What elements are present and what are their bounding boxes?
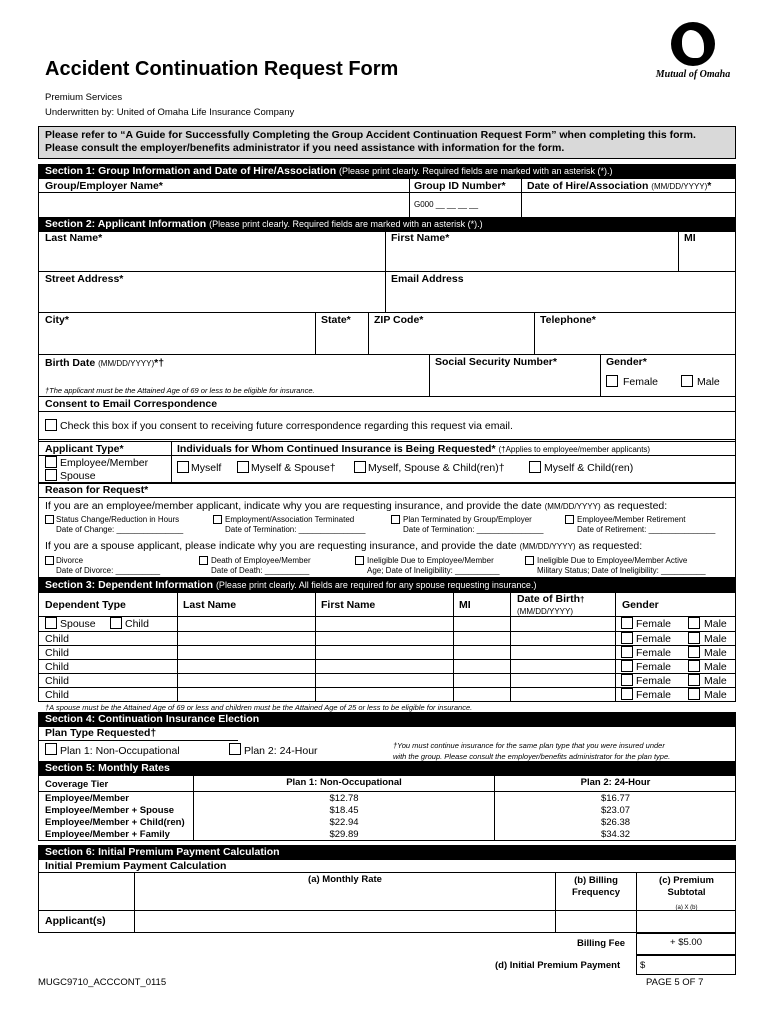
group-id-field[interactable]: G000 __ __ __ __ xyxy=(414,200,479,209)
applicant-male-checkbox[interactable] xyxy=(681,375,693,387)
dependent-male-checkbox[interactable] xyxy=(688,674,700,686)
death-date-field[interactable]: Date of Death: __________ xyxy=(211,566,310,575)
reason-death-label: Death of Employee/Member xyxy=(211,556,311,565)
ineligible-military-date-field[interactable]: Military Status; Date of Ineligibility: __________ xyxy=(537,566,706,575)
type-spouse-checkbox[interactable] xyxy=(45,469,57,481)
billing-frequency-header-2: Frequency xyxy=(571,887,621,898)
dependent-child-label: Child xyxy=(45,689,69,701)
dependent-child-label: Child xyxy=(45,633,69,645)
dependent-mi-header: MI xyxy=(459,599,471,611)
section-3-header: Section 3: Dependent Information (Please print clearly. All fields are required for any spouse requesting insurance.) xyxy=(38,578,736,592)
dependent-male-label: Male xyxy=(704,618,727,630)
dependent-female-label: Female xyxy=(636,689,672,701)
state-field[interactable] xyxy=(316,328,367,353)
date-hire-field[interactable] xyxy=(522,193,735,217)
mutual-of-omaha-logo: Mutual of Omaha xyxy=(652,22,734,84)
dependent-female-checkbox[interactable] xyxy=(621,674,633,686)
logo-emblem-icon xyxy=(671,22,715,66)
reason-employment-terminated-label: Employment/Association Terminated xyxy=(225,515,355,524)
applicant-male-label: Male xyxy=(697,376,720,388)
employee-reason-question: If you are an employee/member applicant, indicate why you are requesting insurance, and provide the date (MM/DD/YYYY) as requested: xyxy=(45,500,668,512)
plan-type-note-line2: with the group. Please consult the employer/benefits administrator for the plan type. xyxy=(393,752,671,761)
rate-plan-2: $26.38 xyxy=(600,817,631,828)
group-name-field[interactable] xyxy=(39,193,408,217)
individual-myself-children-checkbox[interactable] xyxy=(529,461,541,473)
dependent-age-note: †A spouse must be the Attained Age of 69 or less and children must be the Attained Age of 25 or less to be eligible for insurance. xyxy=(45,703,473,712)
first-name-label: First Name* xyxy=(391,232,450,244)
group-id-label: Group ID Number* xyxy=(414,180,506,192)
dependent-female-checkbox[interactable] xyxy=(621,617,633,629)
plan-type-note-line1: †You must continue insurance for the same plan type that you were insured under xyxy=(393,741,665,750)
state-label: State* xyxy=(321,314,351,326)
dependent-first-name-field[interactable] xyxy=(316,646,452,659)
rate-plan-2: $16.77 xyxy=(600,793,631,804)
individuals-label: Individuals for Whom Continued Insurance is Being Requested* (†Applies to employee/member applicants) xyxy=(177,443,651,455)
individual-family-checkbox[interactable] xyxy=(354,461,366,473)
dependent-type-header: Dependent Type xyxy=(45,599,126,611)
plan-1-rate-header: Plan 1: Non-Occupational xyxy=(286,777,402,788)
dependent-male-checkbox[interactable] xyxy=(688,660,700,672)
dependent-female-label: Female xyxy=(636,633,672,645)
applicants-label: Applicant(s) xyxy=(45,915,106,927)
dependent-mi-field[interactable] xyxy=(454,632,509,645)
dependent-last-name-field[interactable] xyxy=(178,688,314,701)
rate-plan-1: $29.89 xyxy=(329,829,359,840)
birth-date-field[interactable] xyxy=(39,369,428,383)
coverage-tier-header: Coverage Tier xyxy=(45,779,109,790)
birth-date-label: Birth Date (MM/DD/YYYY)*† xyxy=(45,357,165,369)
form-title: Accident Continuation Request Form xyxy=(45,58,399,80)
dependent-first-name-field[interactable] xyxy=(316,674,452,687)
first-name-field[interactable] xyxy=(386,246,677,270)
dependent-dob-field[interactable] xyxy=(511,646,614,659)
zip-field[interactable] xyxy=(369,328,533,353)
individual-myself-checkbox[interactable] xyxy=(177,461,189,473)
ineligible-age-date-field[interactable]: Age; Date of Ineligibility: __________ xyxy=(367,566,500,575)
section-2-header: Section 2: Applicant Information (Please print clearly. Required fields are marked with an asterisk (*).) xyxy=(38,217,736,231)
applicant-age-note: †The applicant must be the Attained Age of 69 or less to be eligible for insurance. xyxy=(45,386,315,395)
initial-payment-label: (d) Initial Premium Payment xyxy=(495,960,621,971)
rate-plan-1: $22.94 xyxy=(329,817,359,828)
section-4-header: Section 4: Continuation Insurance Election xyxy=(38,712,736,726)
mi-field[interactable] xyxy=(679,246,735,270)
reason-employment-terminated-checkbox[interactable] xyxy=(213,515,222,524)
dependent-male-label: Male xyxy=(704,647,727,659)
section-5-header: Section 5: Monthly Rates xyxy=(38,761,736,775)
plan-1-label: Plan 1: Non-Occupational xyxy=(60,745,180,757)
dependent-female-checkbox[interactable] xyxy=(621,646,633,658)
form-code: MUGC9710_ACCCONT_0115 xyxy=(38,977,167,988)
reason-retirement-checkbox[interactable] xyxy=(565,515,574,524)
telephone-field[interactable] xyxy=(535,328,735,353)
reason-divorce-checkbox[interactable] xyxy=(45,556,54,565)
dependent-spouse-checkbox[interactable] xyxy=(45,617,57,629)
billing-fee-label: Billing Fee xyxy=(577,938,626,949)
type-spouse-label: Spouse xyxy=(60,470,96,482)
spouse-reason-question: If you are a spouse applicant, please indicate why you are requesting insurance, and provide the date (MM/DD/YYYY) as requested: xyxy=(45,540,643,552)
dependent-male-label: Male xyxy=(704,633,727,645)
zip-label: ZIP Code* xyxy=(374,314,424,326)
last-name-field[interactable] xyxy=(39,246,384,270)
city-label: City* xyxy=(45,314,69,326)
dependent-male-checkbox[interactable] xyxy=(688,688,700,700)
plan-2-label: Plan 2: 24-Hour xyxy=(244,745,318,757)
guide-notice: Please refer to “A Guide for Successfully Completing the Group Accident Continuation Request Form” when completing this form. Please consult the employer/benefits administrator if you need assistance with information for the form. xyxy=(38,126,736,159)
dependent-male-checkbox[interactable] xyxy=(688,646,700,658)
individual-family-label: Myself, Spouse & Child(ren)† xyxy=(368,462,505,474)
city-field[interactable] xyxy=(39,328,314,353)
applicant-type-label: Applicant Type* xyxy=(45,443,124,455)
premium-formula: (a) X (b) xyxy=(675,905,698,911)
rate-plan-2: $23.07 xyxy=(600,805,631,816)
dependent-dob-field[interactable] xyxy=(511,660,614,673)
dependent-dob-field[interactable] xyxy=(511,617,614,630)
dependent-last-name-header: Last Name xyxy=(183,599,237,611)
rate-plan-1: $18.45 xyxy=(329,805,359,816)
reason-status-change-label: Status Change/Reduction in Hours xyxy=(56,515,180,524)
dependent-child-label: Child xyxy=(45,647,69,659)
reason-retirement-label: Employee/Member Retirement xyxy=(577,515,686,524)
divorce-date-field[interactable]: Date of Divorce: __________ xyxy=(56,566,161,575)
page-number: PAGE 5 OF 7 xyxy=(646,977,704,988)
email-consent-checkbox[interactable] xyxy=(45,419,57,431)
gender-label: Gender* xyxy=(606,356,647,368)
telephone-label: Telephone* xyxy=(540,314,596,326)
date-hire-label: Date of Hire/Association (MM/DD/YYYY)* xyxy=(527,180,712,192)
employment-termination-date-field[interactable]: Date of Termination: _______________ xyxy=(225,525,366,534)
dependent-male-label: Male xyxy=(704,689,727,701)
dependent-first-name-field[interactable] xyxy=(316,617,452,630)
dependent-spouse-label: Spouse xyxy=(60,618,96,630)
dependent-last-name-field[interactable] xyxy=(178,660,314,673)
date-of-change-field[interactable]: Date of Change: _______________ xyxy=(56,525,184,534)
premium-subtotal-header-1: (c) Premium xyxy=(659,875,714,886)
street-address-label: Street Address* xyxy=(45,273,124,285)
dependent-dob-header: Date of Birth† xyxy=(517,593,585,605)
individual-myself-children-label: Myself & Child(ren) xyxy=(544,462,634,474)
billing-fee-value: + $5.00 xyxy=(670,937,702,948)
mi-label: MI xyxy=(684,232,696,244)
dependent-female-checkbox[interactable] xyxy=(621,632,633,644)
dependent-mi-field[interactable] xyxy=(454,617,509,630)
dependent-mi-field[interactable] xyxy=(454,660,509,673)
reason-ineligible-military-label: Ineligible Due to Employee/Member Active xyxy=(537,556,688,565)
email-address-label: Email Address xyxy=(391,273,464,285)
applicant-female-label: Female xyxy=(623,376,659,388)
rate-plan-1: $12.78 xyxy=(329,793,359,804)
dependent-dob-format: (MM/DD/YYYY) xyxy=(517,607,573,616)
dependent-first-name-field[interactable] xyxy=(316,632,452,645)
reason-label: Reason for Request* xyxy=(45,484,149,496)
applicant-female-checkbox[interactable] xyxy=(606,375,618,387)
plan-1-checkbox[interactable] xyxy=(45,743,57,755)
dependent-dob-field[interactable] xyxy=(511,632,614,645)
ssn-label: Social Security Number* xyxy=(435,356,557,368)
dependent-child-label: Child xyxy=(45,661,69,673)
premium-calc-subheading: Initial Premium Payment Calculation xyxy=(45,860,227,872)
dependent-female-label: Female xyxy=(636,675,672,687)
monthly-rate-header: (a) Monthly Rate xyxy=(308,874,382,885)
dependent-mi-field[interactable] xyxy=(454,646,509,659)
consent-heading: Consent to Email Correspondence xyxy=(45,398,218,410)
dependent-last-name-field[interactable] xyxy=(178,632,314,645)
monthly-rate-field[interactable] xyxy=(135,911,554,932)
dependent-female-label: Female xyxy=(636,618,672,630)
rate-tier: Employee/Member + Child(ren) xyxy=(45,817,185,828)
rate-tier: Employee/Member + Spouse xyxy=(45,805,175,816)
reason-ineligible-military-checkbox[interactable] xyxy=(525,556,534,565)
section-6-header: Section 6: Initial Premium Payment Calculation xyxy=(38,845,736,859)
dependent-first-name-header: First Name xyxy=(321,599,376,611)
dependent-dob-field[interactable] xyxy=(511,688,614,701)
dependent-female-label: Female xyxy=(636,661,672,673)
plan-2-checkbox[interactable] xyxy=(229,743,241,755)
dependent-last-name-field[interactable] xyxy=(178,646,314,659)
dependent-gender-header: Gender xyxy=(622,599,659,611)
dependent-child-checkbox[interactable] xyxy=(110,617,122,629)
dependent-male-checkbox[interactable] xyxy=(688,617,700,629)
billing-frequency-header-1: (b) Billing xyxy=(574,875,618,886)
plan-2-rate-header: Plan 2: 24-Hour xyxy=(580,777,651,788)
type-employee-checkbox[interactable] xyxy=(45,456,57,468)
dependent-female-label: Female xyxy=(636,647,672,659)
retirement-date-field[interactable]: Date of Retirement: _______________ xyxy=(577,525,716,534)
dependent-mi-field[interactable] xyxy=(454,674,509,687)
premium-subtotal-field[interactable] xyxy=(637,911,735,932)
dependent-male-label: Male xyxy=(704,661,727,673)
plan-type-label: Plan Type Requested† xyxy=(45,727,157,739)
dependent-last-name-field[interactable] xyxy=(178,674,314,687)
individual-myself-spouse-label: Myself & Spouse† xyxy=(251,462,336,474)
individual-myself-label: Myself xyxy=(191,462,222,474)
individual-myself-spouse-checkbox[interactable] xyxy=(237,461,249,473)
dependent-female-checkbox[interactable] xyxy=(621,660,633,672)
dependent-first-name-field[interactable] xyxy=(316,660,452,673)
dependent-child-label: Child xyxy=(125,618,149,630)
dependent-child-label: Child xyxy=(45,675,69,687)
type-employee-label: Employee/Member xyxy=(60,457,149,469)
reason-death-checkbox[interactable] xyxy=(199,556,208,565)
section-1-header: Section 1: Group Information and Date of Hire/Association (Please print clearly. Required fields are marked with an asterisk (*).) xyxy=(38,164,736,178)
reason-status-change-checkbox[interactable] xyxy=(45,515,54,524)
dependent-female-checkbox[interactable] xyxy=(621,688,633,700)
dependent-male-checkbox[interactable] xyxy=(688,632,700,644)
dependent-last-name-field[interactable] xyxy=(178,617,314,630)
email-consent-text: Check this box if you consent to receiving future correspondence regarding this request via email. xyxy=(60,420,513,432)
dependent-mi-field[interactable] xyxy=(454,688,509,701)
last-name-label: Last Name* xyxy=(45,232,103,244)
dependent-first-name-field[interactable] xyxy=(316,688,452,701)
initial-payment-field[interactable] xyxy=(636,955,736,975)
billing-frequency-field[interactable] xyxy=(556,911,635,932)
ssn-field[interactable] xyxy=(430,369,599,395)
rate-plan-2: $34.32 xyxy=(600,829,631,840)
email-address-field[interactable] xyxy=(386,287,735,311)
reason-plan-terminated-label: Plan Terminated by Group/Employer xyxy=(403,515,532,524)
premium-subtotal-header-2: Subtotal xyxy=(667,887,706,898)
street-address-field[interactable] xyxy=(39,287,384,311)
group-name-label: Group/Employer Name* xyxy=(45,180,163,192)
plan-termination-date-field[interactable]: Date of Termination: _______________ xyxy=(403,525,544,534)
reason-divorce-label: Divorce xyxy=(56,556,84,565)
dollar-sign: $ xyxy=(640,960,646,971)
underwriter-label: Underwritten by: United of Omaha Life Insurance Company xyxy=(45,107,295,118)
reason-ineligible-age-label: Ineligible Due to Employee/Member xyxy=(367,556,494,565)
reason-plan-terminated-checkbox[interactable] xyxy=(391,515,400,524)
dependent-dob-field[interactable] xyxy=(511,674,614,687)
rate-tier: Employee/Member + Family xyxy=(45,829,170,840)
dependent-male-label: Male xyxy=(704,675,727,687)
rate-tier: Employee/Member xyxy=(45,793,129,804)
premium-services-label: Premium Services xyxy=(45,92,123,103)
reason-ineligible-age-checkbox[interactable] xyxy=(355,556,364,565)
